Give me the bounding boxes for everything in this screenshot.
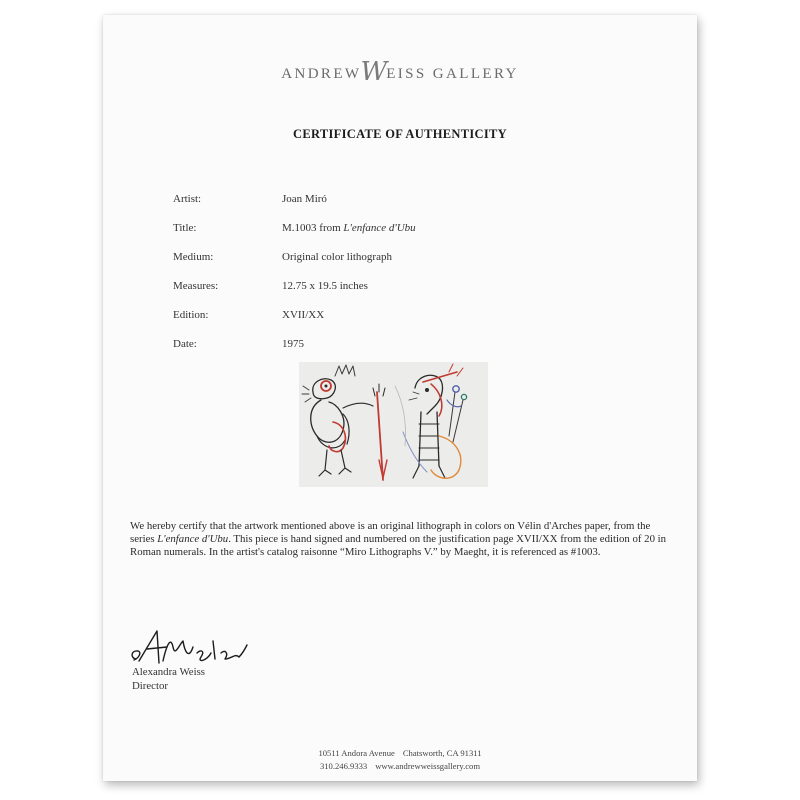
statement-part-1: We hereby certify that the artwork mentioned above is an original lithograph in colors on Vélin d'Arches paper, from the series [130, 520, 651, 545]
detail-label: Edition: [173, 309, 209, 321]
footer-address-line [103, 747, 697, 760]
detail-row-measures [173, 280, 416, 309]
detail-row-edition [173, 309, 416, 338]
gallery-footer [103, 747, 697, 772]
gallery-monogram: W [360, 57, 388, 87]
signature-drawing [127, 623, 251, 669]
detail-value: Joan Miró [282, 193, 327, 205]
gallery-name-end: EISS GALLERY [386, 66, 519, 82]
gallery-letterhead [103, 57, 697, 87]
title-series: L'enfance d'Ubu [343, 222, 416, 234]
certificate-title: CERTIFICATE OF AUTHENTICITY [293, 127, 507, 141]
detail-label: Artist: [173, 193, 202, 205]
gallery-name-start: ANDREW [281, 66, 362, 82]
detail-value: XVII/XX [282, 309, 325, 321]
artwork-drawing [299, 362, 488, 487]
footer-city: Chatsworth, CA 91311 [402, 748, 482, 758]
footer-website: www.andrewweissgallery.com [375, 760, 481, 771]
detail-value: Original color lithograph [282, 251, 392, 263]
detail-row-medium [173, 251, 416, 280]
statement-part-2: . This piece is hand signed and numbered on the justification page XVII/XX from the edition of 20 in Roman numerals. In the artist's catalog raisonne “Miro Lithographs V.” by Maeght, it is referenced as #1003. [130, 533, 667, 558]
detail-row-artist [173, 193, 416, 222]
signer-name: Alexandra Weiss [132, 666, 205, 678]
artwork-details [173, 193, 416, 367]
certificate-sheet [103, 15, 697, 781]
artwork-image [299, 362, 488, 487]
detail-value: 1975 [282, 338, 304, 350]
detail-label: Date: [173, 338, 197, 350]
statement-series: L'enfance d'Ubu [157, 533, 229, 545]
detail-value: 12.75 x 19.5 inches [282, 280, 368, 292]
signer-title: Director [132, 680, 168, 692]
detail-label: Title: [173, 222, 197, 234]
footer-contact-line [103, 760, 697, 773]
footer-street: 10511 Andora Avenue [318, 748, 395, 758]
detail-row-title [173, 222, 416, 251]
detail-label: Measures: [173, 280, 219, 292]
footer-phone: 310.246.9333 [319, 760, 368, 771]
detail-label: Medium: [173, 251, 214, 263]
title-prefix: M.1003 from [282, 222, 344, 234]
certification-statement [130, 520, 670, 559]
detail-value [282, 222, 416, 234]
